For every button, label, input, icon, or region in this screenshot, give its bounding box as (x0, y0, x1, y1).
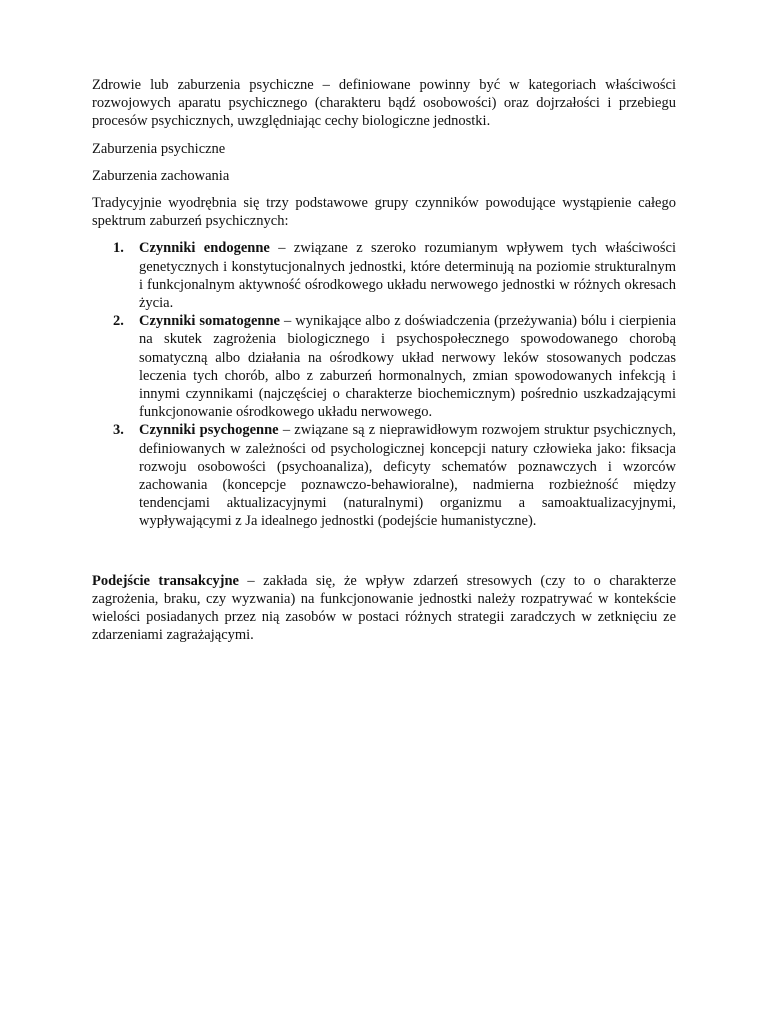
factor-term: Czynniki somatogenne (139, 313, 280, 330)
factor-description: – wynikające albo z doświadczenia (przeżywania) bólu i cierpienia na skutek zagrożenia biologicznego i psychospołecznego spowodowanego chorobą somatyczną albo działania na ośrodkowy układ nerwowy leków stosowanych podczas leczenia tych chorób, albo z zaburzeń hormonalnych, zmian spowodowanych infekcją i innymi czynnikami (najczęściej o charakterze biochemicznym) pośrednio uszkadzającymi funkcjonowanie ośrodkowego układu nerwowego. (139, 313, 676, 421)
transactional-description: – zakłada się, że wpływ zdarzeń stresowych (czy to o charakterze zagrożenia, braku, czy wyzwania) na funkcjonowanie jednostki należy rozpatrywać w kontekście wielości posiadanych przez nią zasobów w postaci różnych strategii zaradczych w zetknięciu ze zdarzeniami zagrażającymi. (92, 572, 677, 644)
heading-zaburzenia-zachowania: Zaburzenia zachowania (92, 167, 230, 184)
list-number: 3. (113, 422, 124, 439)
list-item (92, 312, 676, 421)
list-number: 2. (113, 313, 124, 330)
list-item (92, 421, 676, 530)
intro-paragraph: Zdrowie lub zaburzenia psychiczne – definiowane powinny być w kategoriach właściwości rozwojowych aparatu psychicznego (charakteru bądź osobowości) oraz dojrzałości i przebiegu procesów psychicznych, uwzględniając cechy biologiczne jednostki. (92, 77, 676, 130)
factors-list (92, 239, 676, 530)
factor-description: – związane z szeroko rozumianym wpływem tych właściwości genetycznych i konstytucjonalnych jednostki, które determinują na poziomie strukturalnym i funkcjonalnym aktywność ośrodkowego układu nerwowego jednostki w różnych okresach życia. (139, 240, 677, 312)
transactional-term: Podejście transakcyjne (92, 572, 239, 589)
heading-zaburzenia-psychiczne: Zaburzenia psychiczne (92, 140, 226, 157)
factor-description: – związane są z nieprawidłowym rozwojem struktur psychicznych, definiowanych w zależności od psychologicznej koncepcji natury człowieka jako: fiksacja rozwoju osobowości (psychoanaliza), deficyty schematów poznawczych i wzorców zachowania (koncepcje poznawczo-behawioralne), nadmierna rozbieżność między tendencjami aktualizacyjnymi (naturalnymi) organizmu a samoaktualizacyjnymi, wypływającymi z Ja idealnego jednostki (podejście humanistyczne). (139, 422, 676, 530)
list-number: 1. (113, 240, 124, 257)
lead-paragraph: Tradycyjnie wyodrębnia się trzy podstawowe grupy czynników powodujące wystąpienie całego spektrum zaburzeń psychicznych: (92, 195, 676, 230)
factor-term: Czynniki endogenne (139, 240, 270, 257)
transactional-paragraph (92, 572, 676, 645)
factor-term: Czynniki psychogenne (139, 422, 279, 439)
list-item (92, 239, 676, 312)
